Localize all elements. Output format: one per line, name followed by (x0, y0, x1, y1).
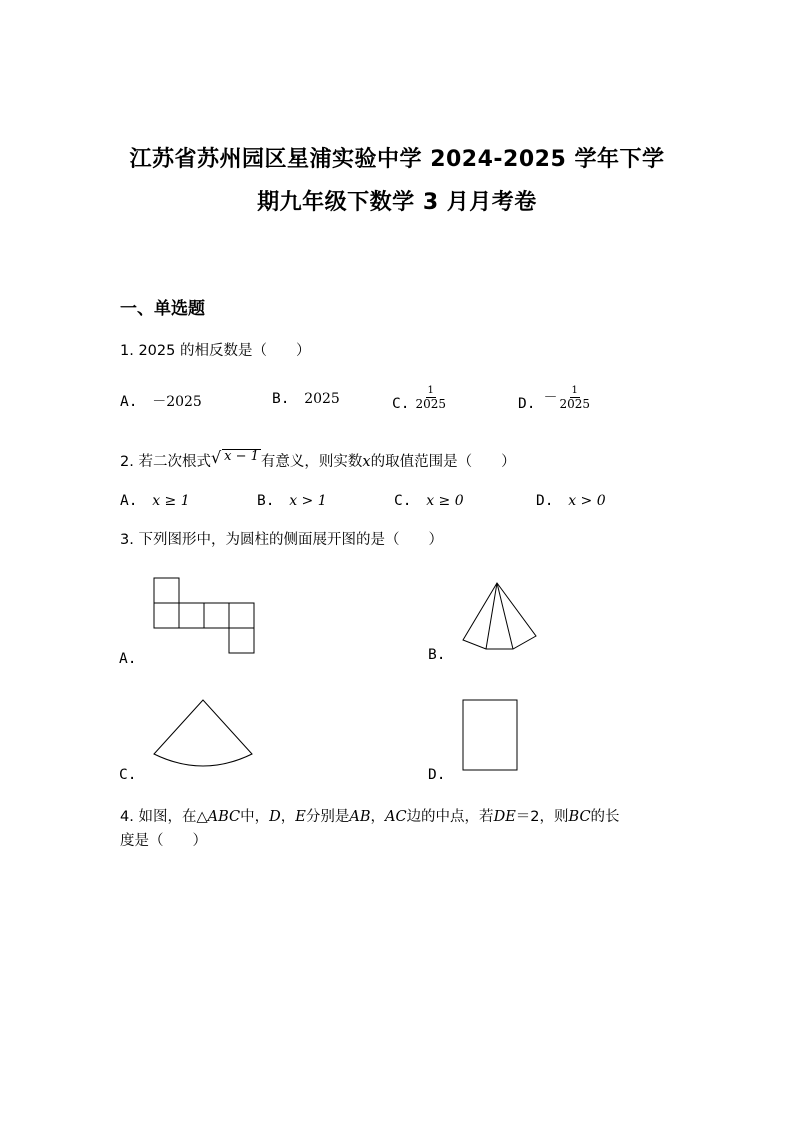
q2-option-a-value: x ≥ 1 (152, 493, 190, 509)
rectangle-shape (463, 700, 517, 770)
question-2-var: x (362, 454, 371, 470)
question-4-text: 分别是 (305, 809, 350, 825)
document-title-line1: 江苏省苏州园区星浦实验中学 2024-2025 学年下学 (129, 147, 665, 172)
question-3-text: 下列图形中，为圆柱的侧面展开图的是（ ） (138, 532, 443, 548)
q1-option-d-numerator: 1 (571, 384, 578, 396)
q1-option-d-denominator: 2025 (559, 396, 591, 411)
triangle-name: ABC (207, 809, 241, 825)
q3-option-a-label: A. (119, 651, 137, 667)
q1-option-d-label: D. (518, 396, 536, 412)
q1-option-b-label: B. (272, 391, 290, 407)
q2-option-c-label: C. (394, 493, 412, 509)
sqrt-symbol: √ (210, 448, 222, 467)
q1-option-c-denominator: 2025 (415, 396, 447, 411)
q2-option-d-label: D. (536, 493, 554, 509)
q3-option-d-label: D. (428, 767, 446, 783)
q1-option-a-label: A. (120, 394, 138, 410)
q2-option-a-label: A. (120, 493, 138, 509)
question-2-text-end: 的取值范围是（ ） (370, 454, 516, 470)
triangle-symbol: △ (196, 809, 208, 825)
q2-option-c-value: x ≥ 0 (426, 493, 464, 509)
question-4-text: ， (280, 809, 296, 825)
q1-option-b-value: 2025 (304, 391, 340, 407)
question-2-number: 2. (120, 454, 134, 470)
q2-option-b-value: x > 1 (289, 493, 327, 509)
segment-ab: AB (349, 809, 371, 825)
question-2-radicand: x − 1 (224, 449, 259, 464)
document-title-line2: 期九年级下数学 3 月月考卷 (257, 190, 537, 215)
question-4-text: 的长 (590, 809, 620, 825)
q1-option-d-sign: － (543, 390, 558, 406)
question-4-text: ， (370, 809, 385, 825)
question-4-text: ＝2，则 (515, 809, 569, 825)
q1-option-c-numerator: 1 (427, 384, 434, 396)
q3-option-c-label: C. (119, 767, 137, 783)
q3-option-b-label: B. (428, 647, 446, 663)
question-4-text: 中， (240, 809, 270, 825)
question-1-text: 2025 的相反数是（ ） (138, 343, 311, 359)
question-4-line2: 度是（ ） (120, 833, 207, 849)
question-4-number: 4. (120, 809, 134, 825)
segment-de: DE (493, 809, 516, 825)
q2-option-b-label: B. (257, 493, 275, 509)
segment-bc: BC (568, 809, 591, 825)
section-heading: 一、单选题 (120, 299, 205, 319)
question-4-text: 如图，在 (138, 809, 197, 825)
segment-ac: AC (384, 809, 407, 825)
point-e: E (295, 809, 306, 825)
q1-option-c-label: C. (392, 396, 410, 412)
point-d: D (269, 809, 281, 825)
q1-option-a-value: －2025 (152, 394, 202, 410)
question-1-number: 1. (120, 343, 134, 359)
question-4 (120, 807, 620, 827)
question-2-text-before: 若二次根式 (138, 454, 211, 470)
question-4-text: 边的中点，若 (406, 809, 494, 825)
question-2-text-after: 有意义，则实数 (260, 454, 363, 470)
question-3-number: 3. (120, 532, 134, 548)
q2-option-d-value: x > 0 (568, 493, 606, 509)
